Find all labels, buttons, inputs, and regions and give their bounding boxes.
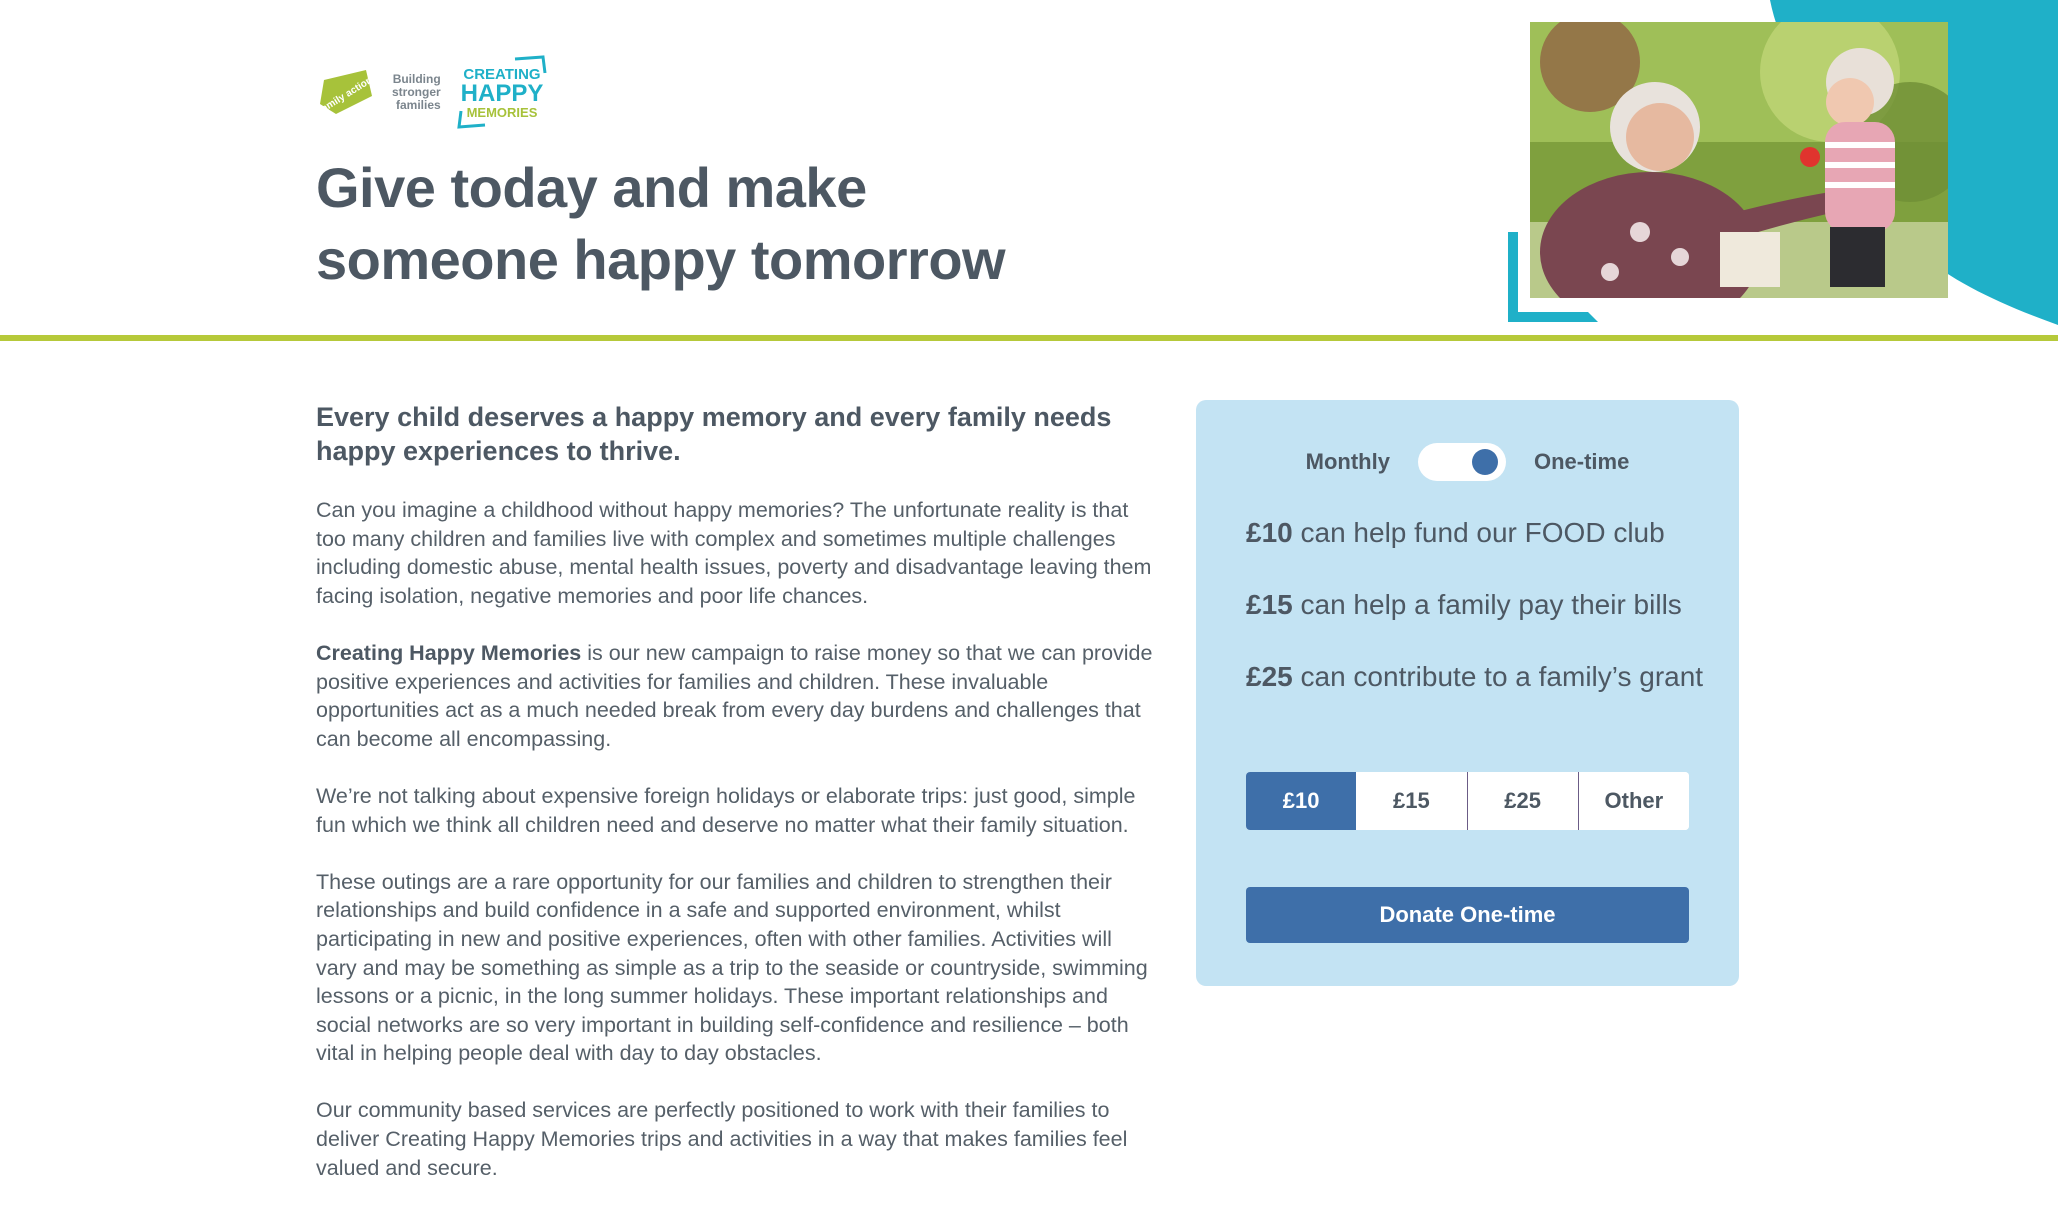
toggle-label-monthly[interactable]: Monthly xyxy=(1305,449,1390,474)
campaign-intro xyxy=(316,400,1156,1211)
amount-option-25[interactable]: £25 xyxy=(1467,772,1578,830)
intro-paragraph-4: These outings are a rare opportunity for our families and children to strengthen their relationships and build confidence in a safe and supported environment, whilst participating in new and positive experiences, often with other families. Activities will vary and may be something as simple as a trip to the seaside or countryside, swimming lessons or a picnic, in the long summer holidays. These important relationships and social networks are so very important in building self-confidence and resilience – both vital in helping people deal with day to day obstacles. xyxy=(316,869,1148,1066)
frequency-toggle[interactable] xyxy=(1418,443,1506,481)
header-divider xyxy=(0,335,2058,341)
campaign-name: Creating Happy Memories xyxy=(316,640,582,665)
impact-statement-10: £10 can help fund our FOOD club xyxy=(1246,517,1665,548)
amount-selector xyxy=(1246,772,1689,830)
title-line-2: someone happy tomorrow xyxy=(316,228,1006,291)
intro-paragraph-5: Our community based services are perfectly positioned to work with their families to deliver Creating Happy Memories trips and activities in a way that makes families feel valued and secure. xyxy=(316,1098,1128,1180)
page-title xyxy=(316,152,1076,296)
svg-text:family action: family action xyxy=(316,74,375,117)
donation-card xyxy=(1196,400,1739,986)
svg-text:CREATING: CREATING xyxy=(463,66,541,83)
toggle-knob xyxy=(1472,449,1498,475)
svg-text:MEMORIES: MEMORIES xyxy=(466,105,538,120)
logo-group[interactable] xyxy=(316,56,549,128)
amount-option-10[interactable]: £10 xyxy=(1246,772,1356,830)
intro-paragraph-3: We’re not talking about expensive foreign holidays or elaborate trips: just good, simple fun which we think all children need and deserve no matter what their family situation. xyxy=(316,783,1136,837)
frequency-toggle-row xyxy=(1196,442,1739,482)
toggle-label-one-time[interactable]: One-time xyxy=(1533,449,1630,474)
photo-illustration xyxy=(1530,22,1948,298)
donate-button[interactable]: Donate One-time xyxy=(1246,887,1689,943)
title-line-1: Give today and make xyxy=(316,156,867,219)
intro-paragraph-2: Creating Happy Memories is our new campaign to raise money so that we can provide positive experiences and activities for families and children. These invaluable opportunities act as a much needed break from every day burdens and challenges that can become all encompassing. xyxy=(316,640,1153,751)
amount-option-15[interactable]: £15 xyxy=(1356,772,1466,830)
svg-text:HAPPY: HAPPY xyxy=(460,80,544,107)
hero-photo xyxy=(1508,22,1948,322)
page-header xyxy=(0,0,2058,340)
family-action-logo[interactable] xyxy=(316,66,378,118)
impact-statement-25: £25 can contribute to a family’s grant xyxy=(1246,661,1704,692)
family-action-tagline: Building stronger families xyxy=(392,71,441,112)
intro-paragraph-1: Can you imagine a childhood without happy memories? The unfortunate reality is that too many children and families live with complex and sometimes multiple challenges including domestic abuse, mental health issues, poverty and disadvantage leaving them facing isolation, negative memories and poor life chances. xyxy=(316,498,1152,608)
intro-lead: Every child deserves a happy memory and every family needs happy experiences to thrive. xyxy=(316,402,1112,466)
grandmother-child-photo xyxy=(1530,22,1948,298)
creating-happy-memories-logo[interactable] xyxy=(455,55,549,129)
amount-option-other[interactable]: Other xyxy=(1578,772,1689,830)
impact-statement-15: £15 can help a family pay their bills xyxy=(1246,589,1682,620)
